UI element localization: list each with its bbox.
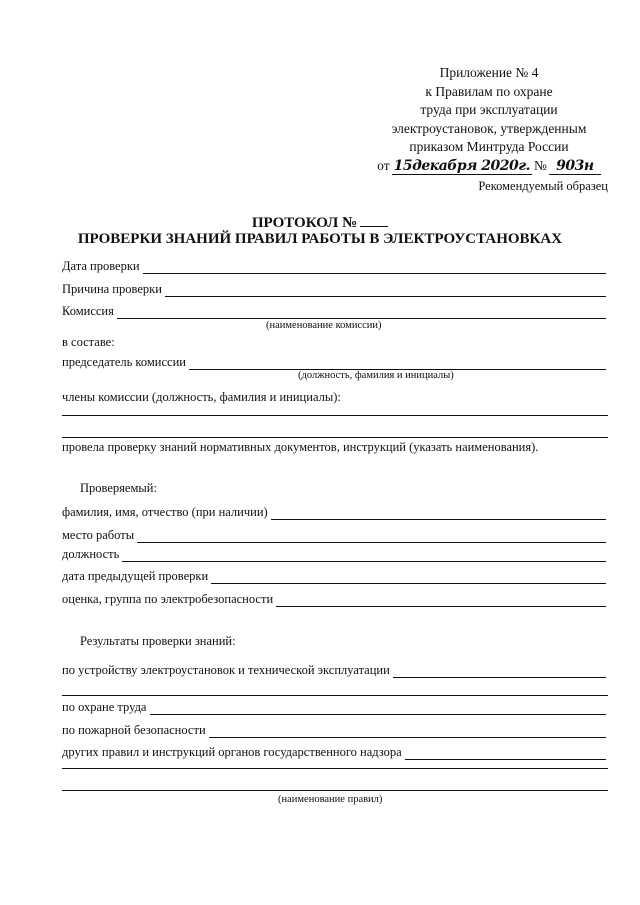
chairman-hint: (должность, фамилия и инициалы) (298, 370, 454, 381)
workplace-field (62, 528, 606, 543)
other-rules-line-2[interactable] (62, 768, 608, 769)
grade-group-label: оценка, группа по электробезопасности (62, 592, 274, 606)
installation-line-2[interactable] (62, 695, 608, 696)
grade-group-field (62, 592, 606, 607)
check-date-label: Дата проверки (62, 259, 140, 273)
check-date-line[interactable] (143, 262, 606, 274)
chairman-field (62, 355, 606, 370)
position-line[interactable] (122, 550, 606, 562)
position-field (62, 547, 606, 562)
members-label: члены комиссии (должность, фамилия и инициалы): (62, 390, 341, 404)
recommended-sample-label: Рекомендуемый образец (478, 179, 608, 193)
protocol-subtitle: ПРОВЕРКИ ЗНАНИЙ ПРАВИЛ РАБОТЫ В ЭЛЕКТРОУСТАНОВКАХ (77, 231, 563, 247)
number-prefix: № (533, 157, 547, 173)
protocol-title (0, 214, 640, 232)
commission-hint: (наименование комиссии) (266, 320, 382, 331)
fire-safety-label: по пожарной безопасности (62, 723, 206, 737)
workplace-label: место работы (62, 528, 135, 542)
other-rules-label: других правил и инструкций органов государственного надзора (62, 745, 402, 759)
installation-line[interactable] (393, 666, 606, 678)
appendix-line-1: Приложение № 4 (439, 65, 539, 80)
appendix-line-3: труда при эксплуатации (420, 102, 558, 117)
other-rules-line[interactable] (405, 748, 606, 760)
composition-label: в составе: (62, 335, 115, 349)
protocol-number-blank[interactable] (360, 214, 388, 227)
labor-safety-label: по охране труда (62, 700, 147, 714)
previous-check-label: дата предыдущей проверки (62, 569, 209, 583)
appendix-line-2: к Правилам по охране (425, 83, 553, 99)
appendix-header (374, 64, 604, 175)
examinee-heading: Проверяемый: (80, 481, 157, 495)
appendix-line-5: приказом Минтруда России (409, 139, 569, 154)
other-rules-line-3[interactable] (62, 790, 608, 791)
workplace-line[interactable] (137, 531, 606, 543)
check-reason-label: Причина проверки (62, 282, 162, 296)
full-name-line[interactable] (271, 508, 606, 520)
grade-group-line[interactable] (276, 595, 606, 607)
position-label: должность (62, 547, 120, 561)
labor-safety-line[interactable] (150, 703, 607, 715)
commission-line[interactable] (117, 307, 606, 319)
handwritten-date: 15декабря 2020г. (393, 158, 530, 174)
commission-field (62, 304, 606, 319)
check-reason-line[interactable] (165, 285, 606, 297)
previous-check-field (62, 569, 606, 584)
chairman-label: председатель комиссии (62, 355, 186, 369)
handwritten-number: 903н (549, 158, 601, 175)
full-name-field (62, 505, 606, 520)
order-date-number (374, 157, 604, 176)
check-reason-field (62, 282, 606, 297)
previous-check-line[interactable] (211, 572, 606, 584)
chairman-line[interactable] (189, 358, 606, 370)
protocol-title-text: ПРОТОКОЛ № (251, 215, 358, 231)
installation-label: по устройству электроустановок и технической эксплуатации (62, 663, 390, 677)
fire-safety-line[interactable] (209, 726, 606, 738)
conducted-text: провела проверку знаний нормативных документов, инструкций (указать наименования). (62, 440, 539, 454)
results-heading: Результаты проверки знаний: (80, 634, 236, 648)
installation-field (62, 663, 606, 678)
commission-label: Комиссия (62, 304, 114, 318)
full-name-label: фамилия, имя, отчество (при наличии) (62, 505, 268, 519)
members-line-1[interactable] (62, 415, 608, 416)
fire-safety-field (62, 723, 606, 738)
members-line-2[interactable] (62, 437, 608, 438)
rules-hint: (наименование правил) (278, 794, 383, 805)
labor-safety-field (62, 700, 606, 715)
other-rules-field (62, 745, 606, 760)
appendix-line-4: электроустановок, утвержденным (391, 120, 587, 136)
check-date-field (62, 259, 606, 274)
from-prefix: от (377, 157, 390, 173)
